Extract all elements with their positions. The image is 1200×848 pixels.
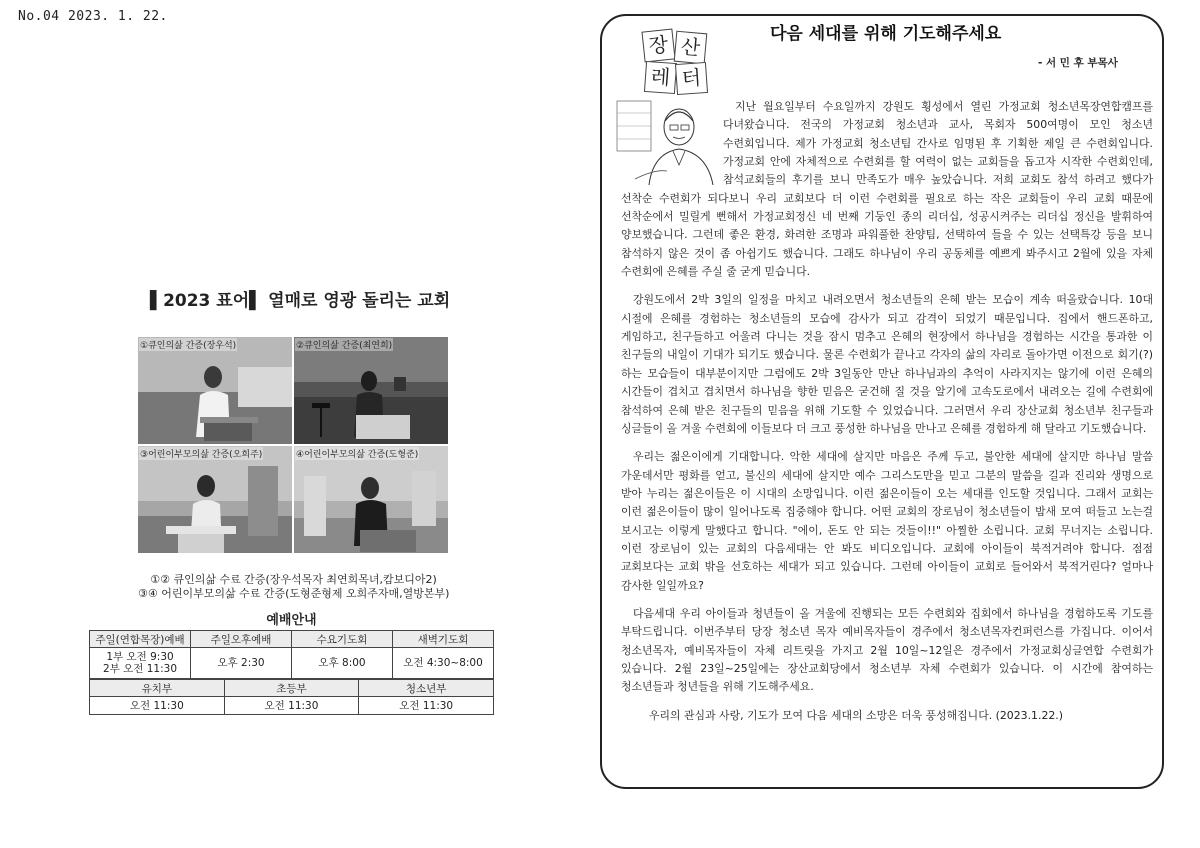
- issue-number-date: No.04 2023. 1. 22.: [18, 9, 168, 24]
- letter-author: - 서 민 후 부목사: [1038, 57, 1118, 69]
- portrait-space: [621, 98, 723, 188]
- worship-schedule: [89, 611, 494, 715]
- worship-schedule-title: 예배안내: [266, 613, 317, 628]
- photo-1-image: [138, 337, 292, 444]
- table-cell: 오전 11:30: [90, 697, 225, 715]
- testimony-photo-grid: [138, 337, 449, 555]
- photo-captions: [138, 573, 449, 601]
- letter-closing: 우리의 관심과 사랑, 기도가 모여 다음 세대의 소망은 더욱 풍성해집니다. (2023.1.22.): [649, 708, 1064, 722]
- jangsan-letter-logo: [641, 28, 707, 94]
- table-header: 주일(연합목장)예배: [90, 631, 191, 648]
- paragraph-text: 지난 월요일부터 수요일까지 강원도 횡성에서 열린 가정교회 청소년목장연합캠프를 다녀왔습니다. 전국의 가정교회 청소년과 교사, 목회자 500여명이 모인 청소년 수련회입니다. 제가 가정교회 청소년팀 간사로 임명된 후 기획한 제일 큰 수련회입니다. 가정교회 안에 자체적으로 수련회를 할 여력이 없는 교회들을 돕고자 시작한 수련회인데, 참석교회들의 후기를 보니 만족도가 매우 높았습니다. 저희 교회도 참석 하려고 했다가 선착순 수련회가 되다보니 우리 교회보다 더 이런 수련회를 필요로 하는 작은 교회들이 우리 교회 때문에 선착순에서 밀릴게 뻔해서 가정교회정신 네 번째 기둥인 종의 리더십, 성공시켜주는 리더십 정신을 발휘하여 양보했습니다. 그런데 좋은 환경, 화려한 조명과 파워풀한 찬양팀, 선택하여 들을 수 있는 선택특강 등을 보니 참석하지 않은 것이 좀 아쉽기도 했습니다. 그래도 하나님이 우리 공동체를 예쁘게 봐주시고 2월에 있을 자체 수련회에 은혜를 주실 줄 굳게 믿습니다.: [621, 100, 1153, 279]
- caption-line-1: ①② 큐인의삶 수료 간증(장우석목자 최연희목녀,캄보디아2): [150, 573, 437, 586]
- table-cell: 오후 8:00: [292, 648, 393, 679]
- table-cell: 오전 4:30~8:00: [393, 648, 494, 679]
- letter-body: [621, 98, 1153, 735]
- photo-4-caption: ④어린이부모의삶 간증(도형준): [295, 447, 419, 460]
- photo-1-caption: ①큐인의삶 간증(장우석): [139, 338, 237, 351]
- letter-paragraph-4: 다음세대 우리 아이들과 청년들이 올 겨울에 진행되는 모든 수련회와 집회에서 하나님을 경험하도록 기도를 부탁드립니다. 이번주부터 당장 청소년 목자 예비목자들이 경주에서 청소년목자컨퍼런스를 가집니다. 이어서 청소년목자, 예비목자들이 자체 리트릿을 가지고 2월 10일~12일은 경주에서 가정교회싱글연합 수련회가 있습니다. 2월 23일~25일에는 장산교회당에서 청소년부 자체 수련회가 있습니다. 이 시간에 참여하는 청소년들과 청년들을 위해 기도해주세요.: [621, 606, 1153, 694]
- logo-char: 장: [641, 28, 675, 62]
- testimony-photo-3: [138, 446, 292, 553]
- photo-2-caption: ②큐인의삶 간증(최연희): [295, 338, 393, 351]
- table-header: 수요기도회: [292, 631, 393, 648]
- table-header: 유치부: [90, 680, 225, 697]
- photo-4-image: [294, 446, 448, 553]
- photo-3-image: [138, 446, 292, 553]
- photo-2-image: [294, 337, 448, 444]
- table-cell: 오전 11:30: [224, 697, 359, 715]
- worship-table-main: [89, 630, 494, 679]
- letter-paragraph-3: 우리는 젊은이에게 기대합니다. 악한 세대에 살지만 마음은 주께 두고, 불안한 세대에 살지만 하나님 말씀 가운데서만 평화를 얻고, 불신의 세대에 살지만 예수 그리스도만을 믿고 그분의 말씀을 길과 진리와 생명으로 받아 누리는 젊은이들은 이 시대의 소망입니다. 이런 젊은이들이 오는 세대를 인도할 것입니다. 그래서 교회는 이런 젊은이들이 많이 일어나도록 집중해야 합니다. 어떤 교회의 장로님이 청소년들이 밤새 모여 떠들고 노는걸 보시고는 이렇게 말했다고 합니다. "에이, 돈도 안 되는 것들이!!" 아찔한 소립니다. 교회 무너지는 소립니다. 이런 장로님이 있는 교회의 다음세대는 안 봐도 비디오입니다. 교회에 아이들이 북적거려야 합니다. 점점 교회보다는 교회 밖을 선호하는 세대가 되고 있습니다. 그런데 아이들이 교회로 들어와서 북적거린다? 얼마나 감사한 일일까요?: [621, 450, 1153, 592]
- letter-paragraph-2: 강원도에서 2박 3일의 일정을 마치고 내려오면서 청소년들의 은혜 받는 모습이 계속 떠올랐습니다. 10대 시절에 은혜를 경험하는 청소년들의 모습에 감사가 되고 감격이 되었기 때문입니다. 집에서 핸드폰하고, 게임하고, 친구들하고 어울려 다니는 것을 잠시 멈추고 은혜의 현장에서 하나님을 경험하는 시간을 통과한 이 친구들의 내일이 기대가 되기도 했습니다. 물론 수련회가 끝나고 각자의 삶의 자리로 돌아가면 이전으로 회기(?)하는 모습들이 대부분이지만 그럼에도 2박 3일동안 만난 하나님과의 추억이 사라지지는 않기에 이런 은혜의 시간들이 겹치고 겹치면서 하나님을 향한 믿음은 굳건해 질 것을 알기에 고속도로에서 내려오는 길에 수련회에 참석하여 은혜 받은 친구들의 믿음을 위해 기도할 수 있었습니다. 그러면서 우리 장산교회 청소년부 친구들과 싱글들이 올 겨울 수련회에 이들보다 더 크고 풍성한 하나님을 만나고 은혜를 경험하게 해 달라고 기도했습니다.: [621, 293, 1153, 435]
- logo-char: 터: [675, 62, 708, 95]
- testimony-photo-1: [138, 337, 292, 444]
- testimony-photo-4: [294, 446, 448, 553]
- table-cell: 1부 오전 9:30 2부 오전 11:30: [90, 648, 191, 679]
- year-motto-title: ▌2023 표어▌ 열매로 영광 돌리는 교회: [150, 291, 451, 311]
- table-cell: 오후 2:30: [191, 648, 292, 679]
- letter-title: 다음 세대를 위해 기도해주세요: [770, 24, 1002, 44]
- logo-char: 레: [644, 61, 677, 94]
- table-header: 초등부: [224, 680, 359, 697]
- worship-table-departments: [89, 679, 494, 715]
- photo-3-caption: ③어린이부모의삶 간증(오희주): [139, 447, 263, 460]
- table-header: 주일오후예배: [191, 631, 292, 648]
- caption-line-2: ③④ 어린이부모의삶 수료 간증(도형준형제 오희주자매,열방본부): [138, 587, 450, 600]
- testimony-photo-2: [294, 337, 448, 444]
- table-header: 새벽기도회: [393, 631, 494, 648]
- letter-paragraph-1: [621, 98, 1153, 281]
- table-header: 청소년부: [359, 680, 494, 697]
- table-cell: 오전 11:30: [359, 697, 494, 715]
- logo-char: 산: [674, 31, 708, 65]
